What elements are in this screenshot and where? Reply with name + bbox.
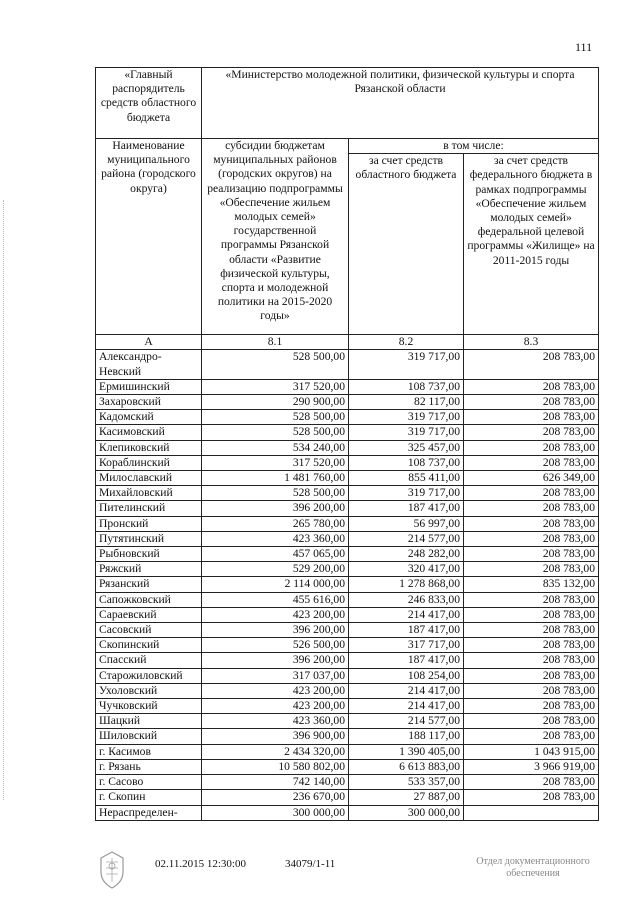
regional-budget-cell: 56 997,00 [349, 516, 464, 531]
federal-budget-cell: 208 783,00 [464, 683, 599, 698]
federal-budget-cell: 1 043 915,00 [464, 744, 599, 759]
header-row-columns [96, 139, 599, 154]
total-subsidy-cell: 317 037,00 [202, 668, 349, 683]
table-row [96, 350, 599, 379]
total-subsidy-cell: 290 900,00 [202, 395, 349, 410]
federal-budget-cell: 208 783,00 [464, 562, 599, 577]
federal-budget-cell: 208 783,00 [464, 638, 599, 653]
table-row [96, 759, 599, 774]
regional-budget-cell: 214 417,00 [349, 683, 464, 698]
col-index-8-3: 8.3 [464, 335, 599, 350]
table-row [96, 501, 599, 516]
total-subsidy-cell: 528 500,00 [202, 486, 349, 501]
district-name-cell: Ермишинский [96, 379, 202, 394]
district-name-cell: Ухоловский [96, 683, 202, 698]
district-name-cell: Спасский [96, 653, 202, 668]
total-subsidy-cell: 10 580 802,00 [202, 759, 349, 774]
stamp-line-2: обеспечения [506, 868, 560, 879]
page-number: 111 [575, 40, 593, 54]
federal-budget-cell: 208 783,00 [464, 455, 599, 470]
federal-budget-cell: 208 783,00 [464, 395, 599, 410]
federal-budget-cell: 208 783,00 [464, 547, 599, 562]
total-subsidy-cell: 236 670,00 [202, 790, 349, 805]
column-index-row [96, 335, 599, 350]
total-subsidy-cell: 300 000,00 [202, 805, 349, 820]
federal-budget-cell: 208 783,00 [464, 790, 599, 805]
federal-budget-cell: 208 783,00 [464, 501, 599, 516]
federal-budget-cell: 208 783,00 [464, 486, 599, 501]
total-subsidy-cell: 457 065,00 [202, 547, 349, 562]
federal-budget-cell: 208 783,00 [464, 607, 599, 622]
regional-budget-cell: 300 000,00 [349, 805, 464, 820]
table-row [96, 744, 599, 759]
federal-budget-cell: 208 783,00 [464, 623, 599, 638]
total-subsidy-cell: 529 200,00 [202, 562, 349, 577]
federal-budget-cell: 208 783,00 [464, 350, 599, 379]
district-name-cell: г. Касимов [96, 744, 202, 759]
total-subsidy-cell: 2 114 000,00 [202, 577, 349, 592]
regional-budget-cell: 325 457,00 [349, 440, 464, 455]
page-footer [0, 854, 640, 894]
distributor-value: «Министерство молодежной политики, физической культуры и спорта Рязанской области [202, 68, 599, 139]
table-row [96, 562, 599, 577]
district-name-cell: Путятинский [96, 531, 202, 546]
district-name-cell: Касимовский [96, 425, 202, 440]
table-row [96, 623, 599, 638]
table-row [96, 638, 599, 653]
regional-budget-cell: 319 717,00 [349, 425, 464, 440]
table-row [96, 486, 599, 501]
table-row [96, 699, 599, 714]
total-subsidy-cell: 423 360,00 [202, 531, 349, 546]
federal-budget-cell: 208 783,00 [464, 531, 599, 546]
district-name-cell: г. Сасово [96, 775, 202, 790]
federal-budget-cell [464, 805, 599, 820]
district-name-cell: Пителинский [96, 501, 202, 516]
district-name-cell: Михайловский [96, 486, 202, 501]
federal-budget-cell: 208 783,00 [464, 714, 599, 729]
district-name-cell: Кораблинский [96, 455, 202, 470]
district-name-cell: Захаровский [96, 395, 202, 410]
federal-budget-cell: 208 783,00 [464, 516, 599, 531]
regional-budget-cell: 319 717,00 [349, 410, 464, 425]
regional-budget-cell: 855 411,00 [349, 471, 464, 486]
table-row [96, 440, 599, 455]
district-name-cell: Кадомский [96, 410, 202, 425]
federal-budget-cell: 208 783,00 [464, 425, 599, 440]
district-name-cell: Нераспределен- [96, 805, 202, 820]
federal-budget-cell: 208 783,00 [464, 699, 599, 714]
table-row [96, 607, 599, 622]
table-row [96, 516, 599, 531]
col-index-8-1: 8.1 [202, 335, 349, 350]
district-name-cell: Сапожковский [96, 592, 202, 607]
regional-budget-cell: 214 577,00 [349, 531, 464, 546]
regional-budget-cell: 108 737,00 [349, 455, 464, 470]
total-subsidy-cell: 528 500,00 [202, 410, 349, 425]
coat-of-arms-icon [95, 850, 129, 890]
regional-budget-cell: 214 417,00 [349, 607, 464, 622]
federal-budget-cell: 208 783,00 [464, 729, 599, 744]
total-subsidy-cell: 1 481 760,00 [202, 471, 349, 486]
subsidy-table [95, 67, 599, 821]
federal-budget-cell: 208 783,00 [464, 668, 599, 683]
col-name-header: Наименование муниципального района (городского округа) [96, 139, 202, 335]
federal-budget-cell: 208 783,00 [464, 379, 599, 394]
federal-budget-cell: 208 783,00 [464, 653, 599, 668]
total-subsidy-cell: 423 200,00 [202, 607, 349, 622]
table-row [96, 455, 599, 470]
total-subsidy-cell: 317 520,00 [202, 455, 349, 470]
table-row [96, 775, 599, 790]
district-name-cell: Александро-Невский [96, 350, 202, 379]
table-row [96, 425, 599, 440]
total-subsidy-cell: 534 240,00 [202, 440, 349, 455]
district-name-cell: г. Рязань [96, 759, 202, 774]
total-subsidy-cell: 526 500,00 [202, 638, 349, 653]
col-total-header: субсидии бюджетам муниципальных районов (городских округов) на реализацию подпрограммы «Обеспечение жильем молодых семей» государственной программы Рязанской области «Развитие физической культуры, спорта и молодежной политики на 2015-2020 годы» [202, 139, 349, 335]
total-subsidy-cell: 742 140,00 [202, 775, 349, 790]
regional-budget-cell: 187 417,00 [349, 653, 464, 668]
regional-budget-cell: 108 254,00 [349, 668, 464, 683]
table-row [96, 805, 599, 820]
district-name-cell: Милославский [96, 471, 202, 486]
federal-budget-cell: 626 349,00 [464, 471, 599, 486]
federal-budget-cell: 208 783,00 [464, 410, 599, 425]
table-row [96, 395, 599, 410]
col-index-8-2: 8.2 [349, 335, 464, 350]
total-subsidy-cell: 396 900,00 [202, 729, 349, 744]
total-subsidy-cell: 423 200,00 [202, 683, 349, 698]
table-row [96, 379, 599, 394]
table-row [96, 410, 599, 425]
district-name-cell: г. Скопин [96, 790, 202, 805]
table-row [96, 577, 599, 592]
table-row [96, 653, 599, 668]
table-row [96, 714, 599, 729]
including-header: в том числе: [349, 139, 599, 154]
table-row [96, 790, 599, 805]
federal-budget-cell: 835 132,00 [464, 577, 599, 592]
district-name-cell: Шиловский [96, 729, 202, 744]
regional-budget-cell: 317 717,00 [349, 638, 464, 653]
col-regional-header: за счет средств областного бюджета [349, 154, 464, 335]
total-subsidy-cell: 528 500,00 [202, 425, 349, 440]
footer-date: 02.11.2015 12:30:00 [155, 858, 246, 870]
col-federal-header: за счет средств федерального бюджета в рамках подпрограммы «Обеспечение жильем молодых семей» федеральной целевой программы «Жилище» на 2011-2015 годы [464, 154, 599, 335]
federal-budget-cell: 208 783,00 [464, 775, 599, 790]
total-subsidy-cell: 396 200,00 [202, 623, 349, 638]
footer-doc-number: 34079/1-11 [285, 858, 336, 870]
regional-budget-cell: 319 717,00 [349, 350, 464, 379]
regional-budget-cell: 82 117,00 [349, 395, 464, 410]
regional-budget-cell: 214 417,00 [349, 699, 464, 714]
total-subsidy-cell: 455 616,00 [202, 592, 349, 607]
district-name-cell: Чучковский [96, 699, 202, 714]
regional-budget-cell: 6 613 883,00 [349, 759, 464, 774]
district-name-cell: Скопинский [96, 638, 202, 653]
regional-budget-cell: 27 887,00 [349, 790, 464, 805]
regional-budget-cell: 248 282,00 [349, 547, 464, 562]
regional-budget-cell: 533 357,00 [349, 775, 464, 790]
district-name-cell: Клепиковский [96, 440, 202, 455]
total-subsidy-cell: 265 780,00 [202, 516, 349, 531]
regional-budget-cell: 187 417,00 [349, 501, 464, 516]
table-row [96, 683, 599, 698]
district-name-cell: Сараевский [96, 607, 202, 622]
total-subsidy-cell: 423 360,00 [202, 714, 349, 729]
district-name-cell: Сасовский [96, 623, 202, 638]
header-row-distributor [96, 68, 599, 139]
left-margin-marks [3, 200, 7, 800]
total-subsidy-cell: 423 200,00 [202, 699, 349, 714]
district-name-cell: Пронский [96, 516, 202, 531]
federal-budget-cell: 3 966 919,00 [464, 759, 599, 774]
footer-stamp [448, 856, 618, 880]
table-row [96, 531, 599, 546]
district-name-cell: Старожиловский [96, 668, 202, 683]
federal-budget-cell: 208 783,00 [464, 440, 599, 455]
total-subsidy-cell: 2 434 320,00 [202, 744, 349, 759]
regional-budget-cell: 320 417,00 [349, 562, 464, 577]
district-name-cell: Ряжский [96, 562, 202, 577]
regional-budget-cell: 214 577,00 [349, 714, 464, 729]
table-row [96, 668, 599, 683]
total-subsidy-cell: 528 500,00 [202, 350, 349, 379]
regional-budget-cell: 188 117,00 [349, 729, 464, 744]
total-subsidy-cell: 396 200,00 [202, 501, 349, 516]
col-index-a: А [96, 335, 202, 350]
district-name-cell: Рыбновский [96, 547, 202, 562]
regional-budget-cell: 246 833,00 [349, 592, 464, 607]
regional-budget-cell: 319 717,00 [349, 486, 464, 501]
regional-budget-cell: 108 737,00 [349, 379, 464, 394]
district-name-cell: Шацкий [96, 714, 202, 729]
table-row [96, 547, 599, 562]
regional-budget-cell: 1 278 868,00 [349, 577, 464, 592]
regional-budget-cell: 187 417,00 [349, 623, 464, 638]
federal-budget-cell: 208 783,00 [464, 592, 599, 607]
distributor-label: «Главный распорядитель средств областного бюджета [96, 68, 202, 139]
table-row [96, 592, 599, 607]
total-subsidy-cell: 317 520,00 [202, 379, 349, 394]
stamp-line-1: Отдел документационного [476, 856, 590, 867]
table-row [96, 729, 599, 744]
table-row [96, 471, 599, 486]
regional-budget-cell: 1 390 405,00 [349, 744, 464, 759]
district-name-cell: Рязанский [96, 577, 202, 592]
total-subsidy-cell: 396 200,00 [202, 653, 349, 668]
